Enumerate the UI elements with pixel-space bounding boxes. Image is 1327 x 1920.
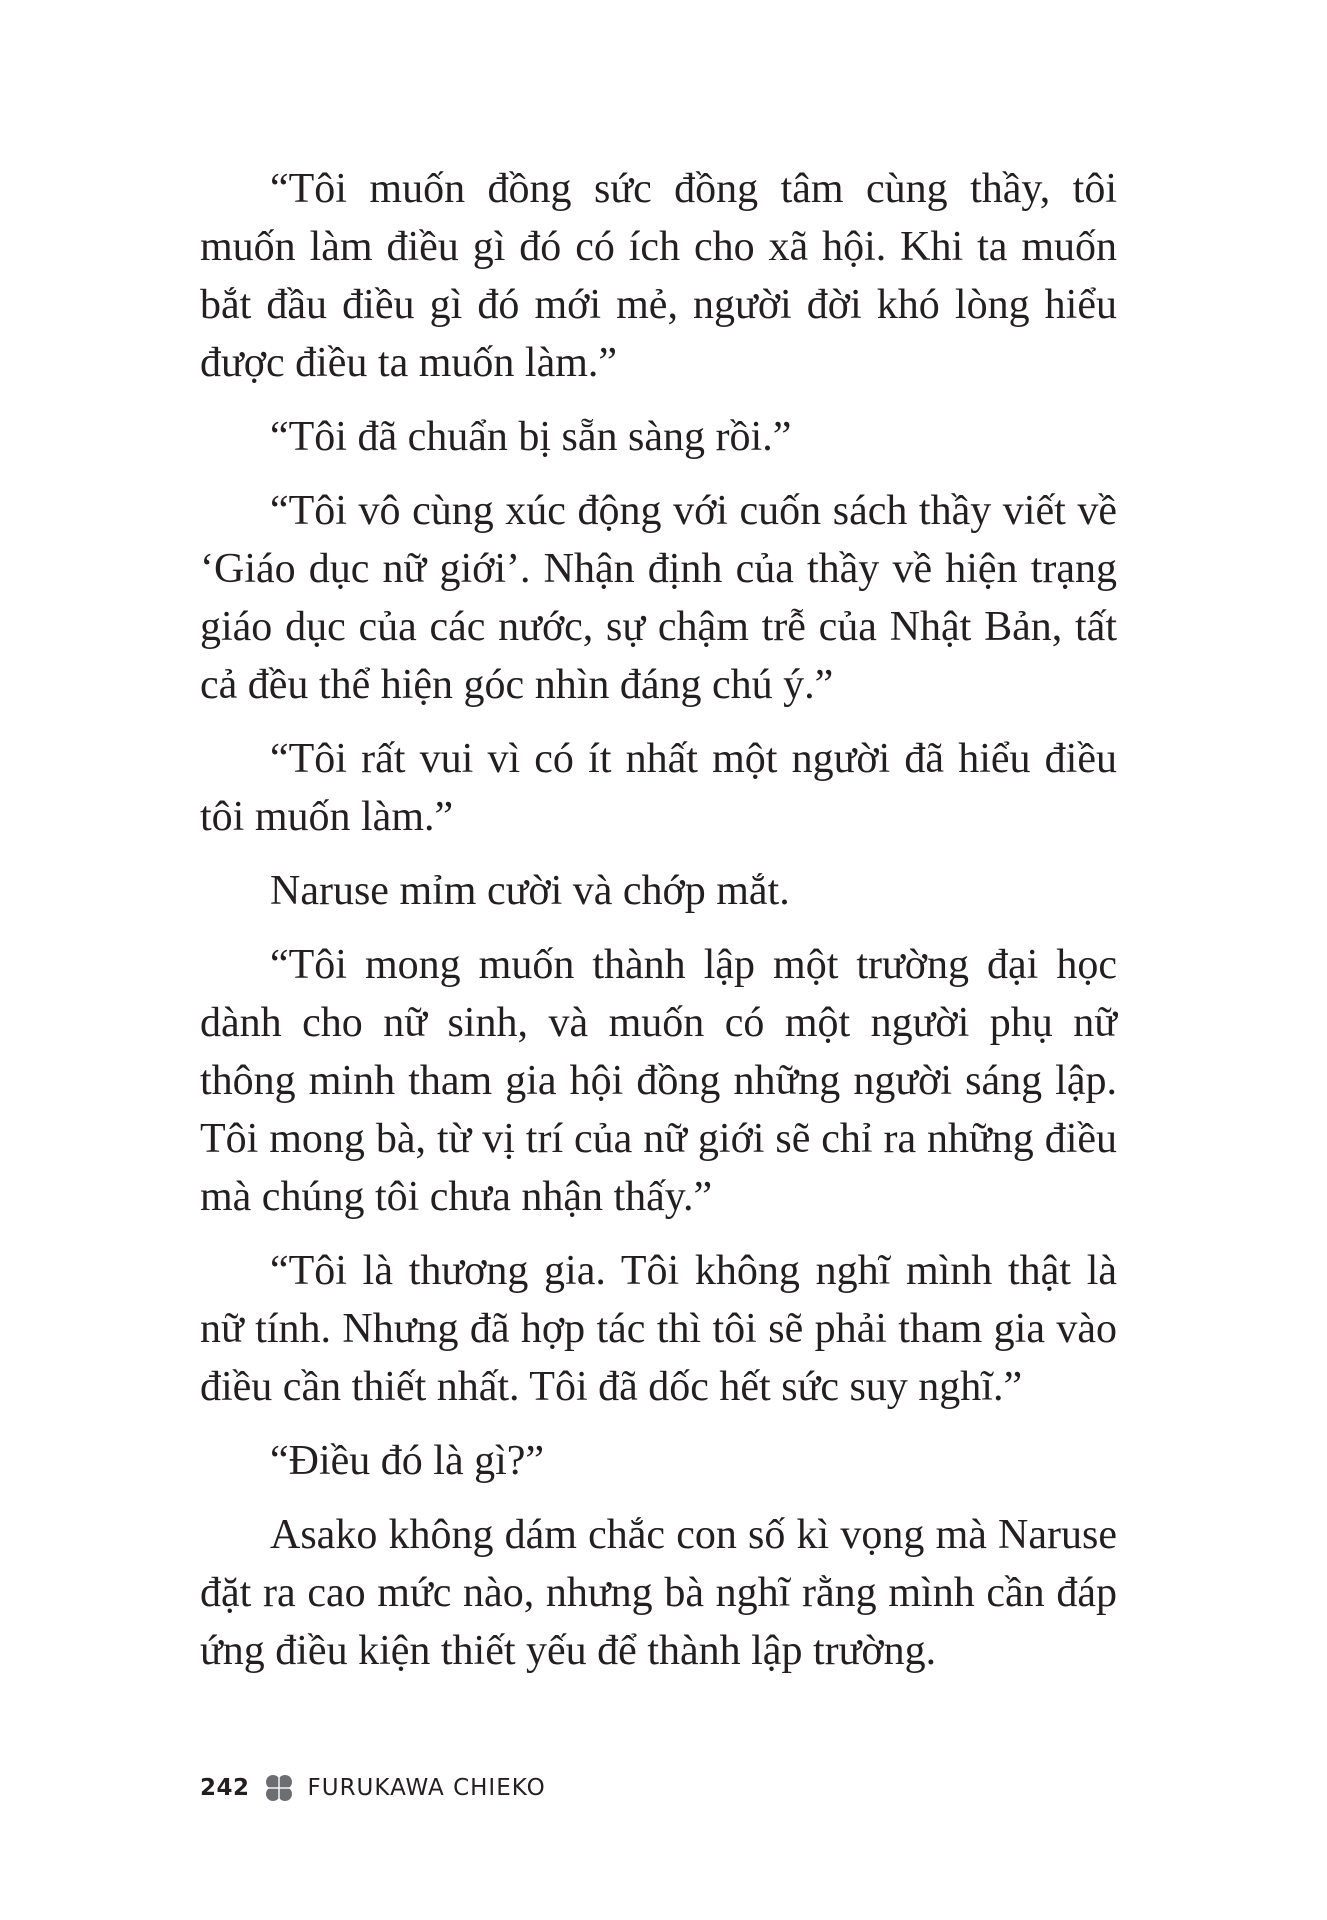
page-number: 242 <box>200 1775 250 1801</box>
page-footer <box>200 1768 546 1808</box>
paragraph-8: “Điều đó là gì?” <box>270 1438 545 1484</box>
clover-icon <box>262 1771 296 1805</box>
paragraph-3: “Tôi vô cùng xúc động với cuốn sách thầy viết về ‘Giáo dục nữ giới’. Nhận định của thầy về hiện trạng giáo dục của các nước, sự chậm trễ của Nhật Bản, tất cả đều thể hiện góc nhìn đáng chú ý.” <box>200 488 1117 708</box>
author-name: FURUKAWA CHIEKO <box>307 1775 546 1801</box>
paragraph-6: “Tôi mong muốn thành lập một trường đại học dành cho nữ sinh, và muốn có một người phụ nữ thông minh tham gia hội đồng những người sáng lập. Tôi mong bà, từ vị trí của nữ giới sẽ chỉ ra những điều mà chúng tôi chưa nhận thấy.” <box>200 942 1117 1220</box>
paragraph-5: Naruse mỉm cười và chớp mắt. <box>270 868 790 914</box>
paragraph-7: “Tôi là thương gia. Tôi không nghĩ mình thật là nữ tính. Nhưng đã hợp tác thì tôi sẽ phải tham gia vào điều cần thiết nhất. Tôi đã dốc hết sức suy nghĩ.” <box>200 1248 1117 1410</box>
paragraph-1: “Tôi muốn đồng sức đồng tâm cùng thầy, tôi muốn làm điều gì đó có ích cho xã hội. Khi ta muốn bắt đầu điều gì đó mới mẻ, người đời khó lòng hiểu được điều ta muốn làm.” <box>200 166 1117 386</box>
paragraph-9: Asako không dám chắc con số kì vọng mà Naruse đặt ra cao mức nào, nhưng bà nghĩ rằng mình cần đáp ứng điều kiện thiết yếu để thành lập trường. <box>200 1512 1117 1674</box>
paragraph-4: “Tôi rất vui vì có ít nhất một người đã hiểu điều tôi muốn làm.” <box>200 736 1117 840</box>
page-body <box>200 160 1117 1696</box>
paragraph-2: “Tôi đã chuẩn bị sẵn sàng rồi.” <box>270 414 792 460</box>
